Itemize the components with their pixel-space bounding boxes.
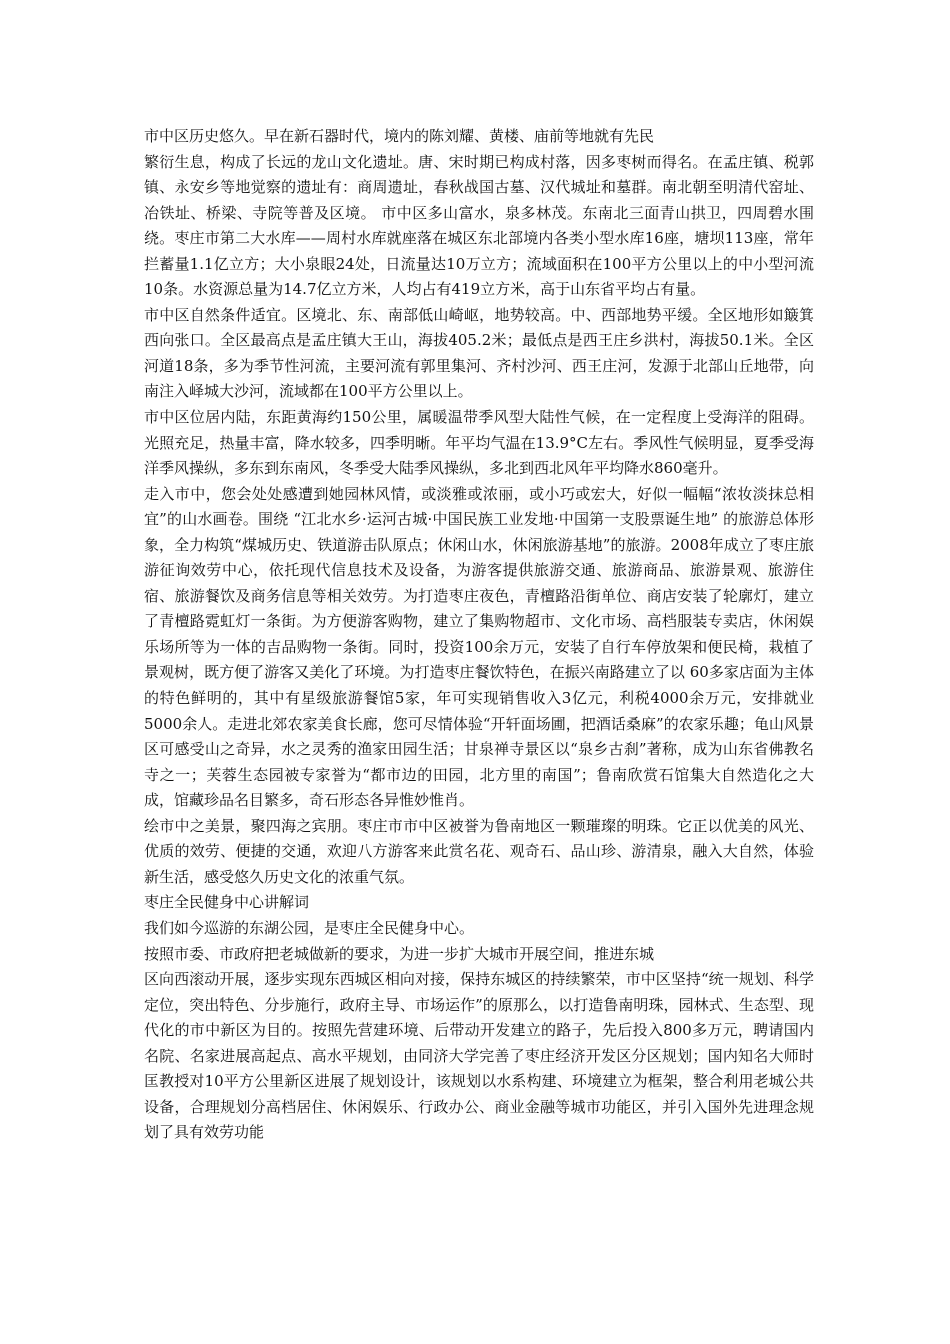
paragraph-history-intro: 市中区历史悠久。早在新石器时代，境内的陈刘耀、黄楼、庙前等地就有先民 [144,127,655,145]
paragraph-planning-start: 按照市委、市政府把老城做新的要求，为进一步扩大城市开展空间，推进东城 [144,944,655,963]
paragraph-history-sites: 繁衍生息，构成了长远的龙山文化遗址。唐、宋时期已构成村落，因多枣树而得名。在孟庄镇、税郭镇、永安乡等地觉察的遗址有：商周遗址，春秋战国古墓、汉代城址和墓群。南北朝至明清代窑址、冶铁址、桥梁、寺院等普及区境。 市中区多山富水，泉多林茂。东南北三面青山拱卫，四周碧水围绕。枣庄市第二大水库——周村水库就座落在城区东北部境内各类小型水库16座，塘坝113座，常年拦蓄量1.1亿立方；大小泉眼24处，日流量达10万立方；流域面积在100平方公里以上的中小型河流10条。水资源总量为14.7亿立方米，人均占有419立方米，高于山东省平均占有量。 [144,152,814,299]
section-heading: 枣庄全民健身中心讲解词 [144,893,310,912]
paragraph-tourism: 走入市中，您会处处感遭到她园林风情，或淡雅或浓丽，或小巧或宏大，好似一幅幅“浓妆淡抹总相宜”的山水画卷。围绕 “江北水乡·运河古城·中国民族工业发地·中国第一支股票诞生地” 的旅游总体形象，全力构筑“煤城历史、铁道游击队原点；休闲山水，休闲旅游基地”的旅游。2008年成立了枣庄旅游征询效劳中心，依托现代信息技术及设备，为游客提供旅游交通、旅游商品、旅游景观、旅游住宿、旅游餐饮及商务信息等相关效劳。为打造枣庄夜色，青檀路沿街单位、商店安装了轮廓灯，建立了青檀路霓虹灯一条街。为方便游客购物，建立了集购物超市、文化市场、高档服装专卖店，休闲娱乐场所等为一体的吉品购物一条街。同时，投资100余万元，安装了自行车停放架和便民椅，栽植了景观树，既方便了游客又美化了环境。为打造枣庄餐饮特色，在振兴南路建立了以 60多家店面为主体的特色鲜明的，其中有星级旅游餐馆5家，年可实现销售收入3亿元，利税4000余万元，安排就业5000余人。走进北郊农家美食长廊，您可尽情体验“开轩面场圃，把酒话桑麻”的农家乐趣；龟山风景区可感受山之奇异，水之灵秀的渔家田园生活；甘泉禅寺景区以“泉乡古刹”著称，成为山东省佛教名寺之一；芙蓉生态园被专家誉为“都市边的田园，北方里的南国”；鲁南欣赏石馆集大自然造化之大成，馆藏珍品名目繁多，奇石形态各异惟妙惟肖。 [144,484,814,810]
paragraph-closing: 绘市中之美景，聚四海之宾朋。枣庄市市中区被誉为鲁南地区一颗璀璨的明珠。它正以优美的风光、优质的效劳、便捷的交通，欢迎八方游客来此赏名花、观奇石、品山珍、游清泉，融入大自然，体验新生活，感受悠久历史文化的浓重气氛。 [144,816,814,886]
paragraph-planning-detail: 区向西滚动开展，逐步实现东西城区相向对接，保持东城区的持续繁荣，市中区坚持“统一规划、科学定位，突出特色、分步施行，政府主导、市场运作”的原那么，以打造鲁南明珠，园林式、生态型、现代化的市中新区为目的。按照先营建环境、后带动开发建立的路子，先后投入800多万元，聘请国内名院、名家进展高起点、高水平规划，由同济大学完善了枣庄经济开发区分区规划；国内知名大师时匡教授对10平方公里新区进展了规划设计，该规划以水系构建、环境建立为框架，整合利用老城公共设备，合理规划分高档居住、休闲娱乐、行政办公、商业金融等城市功能区，并引入国外先进理念规划了具有效劳功能 [144,970,814,1142]
document-body [144,124,814,1146]
paragraph-climate: 市中区位居内陆，东距黄海约150公里，属暖温带季风型大陆性气候，在一定程度上受海洋的阻碍。光照充足，热量丰富，降水较多，四季明晰。年平均气温在13.9°C左右。季风性气候明显，夏季受海洋季风操纵，多东到东南风，冬季受大陆季风操纵，多北到西北风年平均降水860毫升。 [144,408,814,478]
paragraph-park-intro: 我们如今巡游的东湖公园，是枣庄全民健身中心。 [144,918,475,937]
paragraph-natural-conditions: 市中区自然条件适宜。区境北、东、南部低山崎岖，地势较高。中、西部地势平缓。全区地形如簸箕西向张口。全区最高点是孟庄镇大王山，海拔405.2米；最低点是西王庄乡洪村，海拔50.1米。全区河道18条，多为季节性河流，主要河流有郭里集河、齐村沙河、西王庄河，发源于北部山丘地带，向南注入峄城大沙河，流域都在100平方公里以上。 [144,305,814,401]
